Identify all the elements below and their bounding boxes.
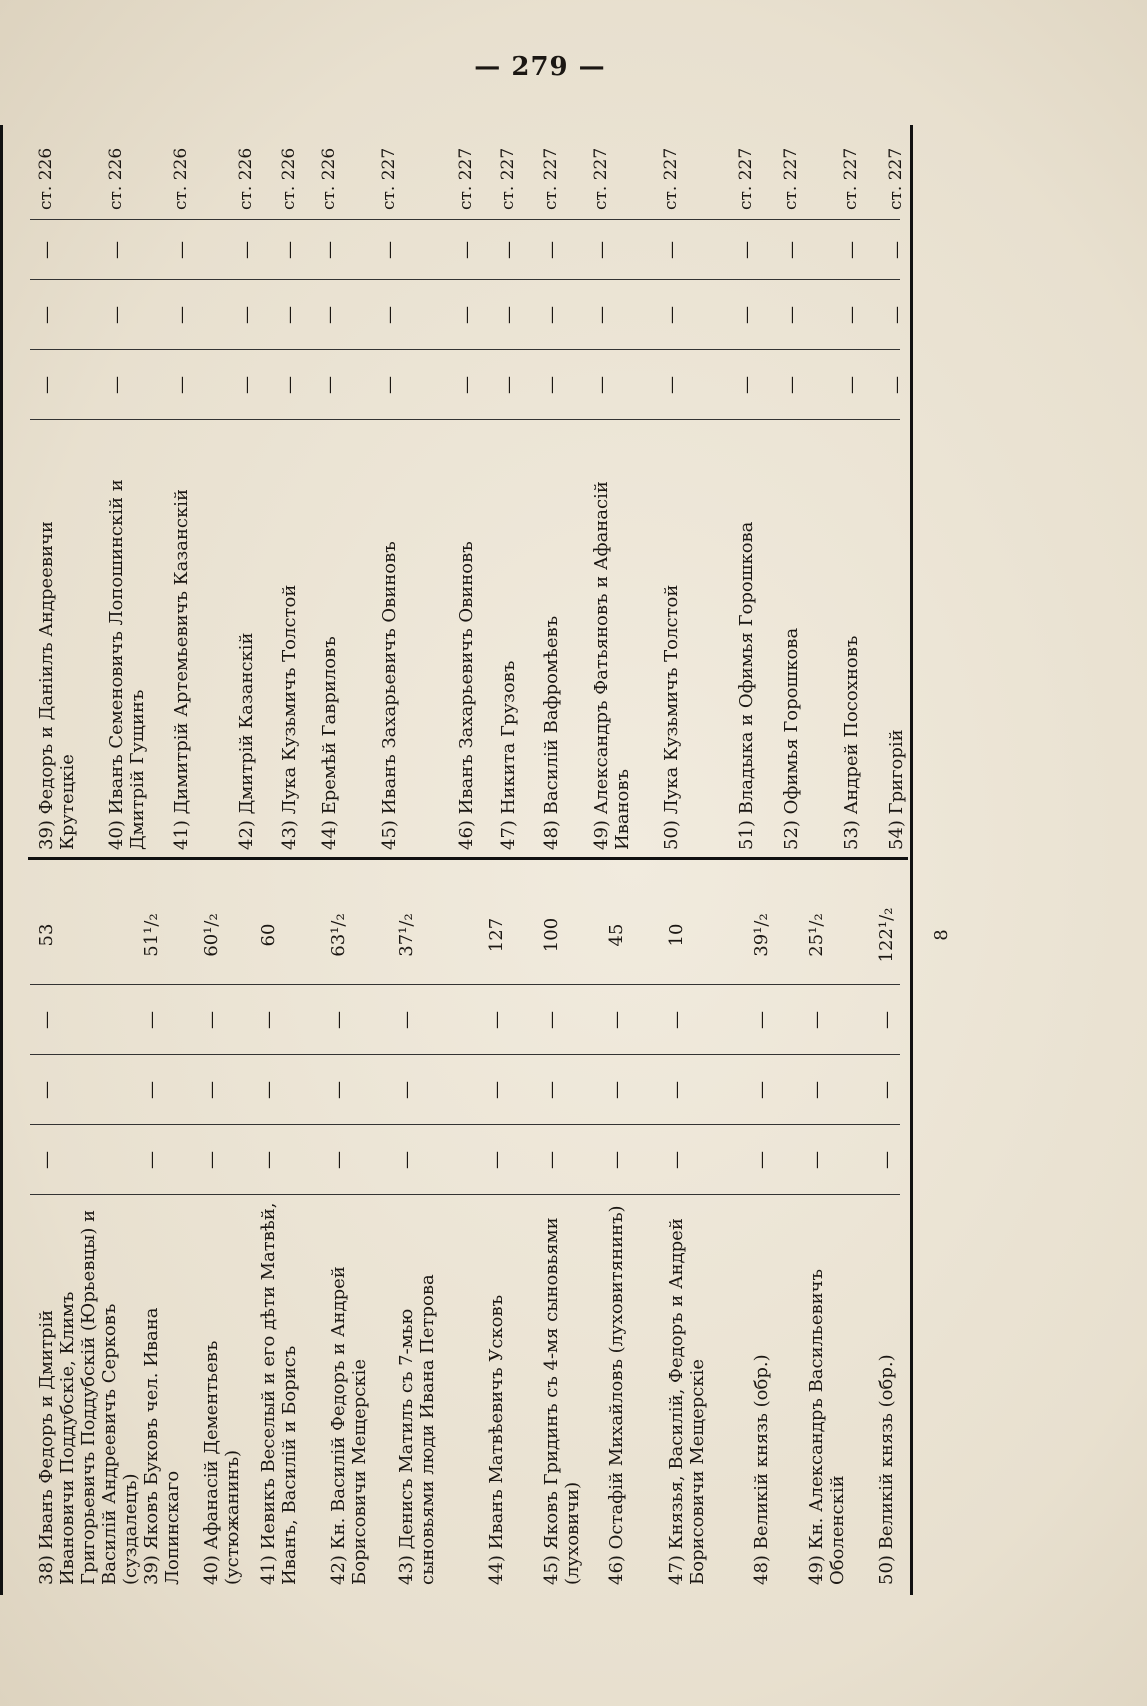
person-name: 48) Великій князь (обр.) xyxy=(751,1354,772,1585)
dash-cell: — xyxy=(396,1151,417,1169)
dash-cell: — xyxy=(591,376,612,394)
dash-cell: — xyxy=(106,376,127,394)
dash-cell: — xyxy=(328,1011,349,1029)
dash-cell: — xyxy=(486,1011,507,1029)
dash-cell: — xyxy=(886,306,907,324)
reference-cell: ст. 227 xyxy=(781,147,801,210)
person-name: 45) Иванъ Захарьевичъ Овиновъ xyxy=(379,541,400,850)
value-cell: 100 xyxy=(541,917,562,953)
column-rule xyxy=(30,279,900,280)
dash-cell: — xyxy=(498,306,519,324)
reference-cell: ст. 226 xyxy=(36,147,56,210)
dash-cell: — xyxy=(541,376,562,394)
person-name: 39) Яковъ Буковъ чел. Ивана Лопинскаго xyxy=(141,1307,183,1585)
dash-cell: — xyxy=(486,1081,507,1099)
value-cell: 10 xyxy=(666,923,687,947)
dash-cell: — xyxy=(319,241,340,259)
dash-cell: — xyxy=(171,306,192,324)
reference-cell: ст. 227 xyxy=(591,147,611,210)
dash-cell: — xyxy=(606,1151,627,1169)
person-name: 50) Великій князь (обр.) xyxy=(876,1354,897,1585)
dash-cell: — xyxy=(806,1011,827,1029)
dash-cell: — xyxy=(319,306,340,324)
dash-cell: — xyxy=(876,1081,897,1099)
dash-cell: — xyxy=(751,1081,772,1099)
dash-cell: — xyxy=(141,1081,162,1099)
person-name: 44) Иванъ Матвѣевичъ Усковъ xyxy=(486,1294,507,1585)
dash-cell: — xyxy=(751,1151,772,1169)
dash-cell: — xyxy=(541,1081,562,1099)
person-name: 54) Григорій xyxy=(886,729,907,850)
dash-cell: — xyxy=(666,1011,687,1029)
dash-cell: — xyxy=(666,1081,687,1099)
dash-cell: — xyxy=(106,306,127,324)
dash-cell: — xyxy=(661,241,682,259)
reference-cell: ст. 227 xyxy=(886,147,906,210)
value-cell: 51¹/₂ xyxy=(141,913,162,957)
reference-cell: ст. 226 xyxy=(279,147,299,210)
column-rule xyxy=(30,1054,900,1055)
dash-cell: — xyxy=(396,1081,417,1099)
dash-cell: — xyxy=(258,1081,279,1099)
dash-cell: — xyxy=(328,1081,349,1099)
dash-cell: — xyxy=(171,376,192,394)
value-cell: 60¹/₂ xyxy=(201,913,222,957)
dash-cell: — xyxy=(319,376,340,394)
dash-cell: — xyxy=(236,241,257,259)
person-name: 47) Князья, Василій, Федоръ и Андрей Борисовичи Мещерскіе xyxy=(666,1218,708,1585)
dash-cell: — xyxy=(201,1011,222,1029)
reference-cell: ст. 227 xyxy=(661,147,681,210)
reference-cell: ст. 227 xyxy=(736,147,756,210)
dash-cell: — xyxy=(201,1081,222,1099)
person-name: 44) Еремѣй Гавриловъ xyxy=(319,636,340,850)
dash-cell: — xyxy=(36,1151,57,1169)
dash-cell: — xyxy=(258,1011,279,1029)
person-name: 43) Денисъ Матилъ съ 7-мью сыновьями люди Ивана Петрова xyxy=(396,1274,438,1585)
person-name: 48) Василій Вафромѣевъ xyxy=(541,615,562,850)
value-cell: 39¹/₂ xyxy=(751,913,772,957)
dash-cell: — xyxy=(841,376,862,394)
person-name: 46) Иванъ Захарьевичъ Овиновъ xyxy=(456,541,477,850)
reference-cell: ст. 226 xyxy=(171,147,191,210)
dash-cell: — xyxy=(456,241,477,259)
person-name: 47) Никита Грузовъ xyxy=(498,660,519,850)
page-number: — 279 — xyxy=(474,52,606,82)
dash-cell: — xyxy=(36,376,57,394)
dash-cell: — xyxy=(666,1151,687,1169)
person-name: 43) Лука Кузьмичъ Толстой xyxy=(279,584,300,850)
reference-cell: ст. 226 xyxy=(319,147,339,210)
dash-cell: — xyxy=(736,376,757,394)
value-cell: 60 xyxy=(258,923,279,947)
column-rule xyxy=(30,984,900,985)
reference-cell: ст. 227 xyxy=(841,147,861,210)
dash-cell: — xyxy=(456,306,477,324)
dash-cell: — xyxy=(396,1011,417,1029)
dash-cell: — xyxy=(736,241,757,259)
column-rule xyxy=(30,349,900,350)
dash-cell: — xyxy=(806,1151,827,1169)
dash-cell: — xyxy=(781,376,802,394)
person-name: 50) Лука Кузьмичъ Толстой xyxy=(661,584,682,850)
person-name: 40) Афанасій Дементьевъ (устюжанинъ) xyxy=(201,1340,243,1585)
dash-cell: — xyxy=(661,306,682,324)
dash-cell: — xyxy=(606,1011,627,1029)
value-cell: 25¹/₂ xyxy=(806,913,827,957)
dash-cell: — xyxy=(258,1151,279,1169)
person-name: 49) Кн. Александръ Васильевичъ Оболенскій xyxy=(806,1269,848,1585)
dash-cell: — xyxy=(498,376,519,394)
dash-cell: — xyxy=(781,306,802,324)
dash-cell: — xyxy=(201,1151,222,1169)
dash-cell: — xyxy=(498,241,519,259)
value-cell: 8 xyxy=(931,929,952,941)
dash-cell: — xyxy=(876,1011,897,1029)
dash-cell: — xyxy=(606,1081,627,1099)
dash-cell: — xyxy=(171,241,192,259)
dash-cell: — xyxy=(36,241,57,259)
dash-cell: — xyxy=(328,1151,349,1169)
dash-cell: — xyxy=(279,241,300,259)
person-name: 45) Яковъ Гридинъ съ 4-мя сыновьями (луховичи) xyxy=(541,1217,583,1585)
dash-cell: — xyxy=(141,1011,162,1029)
dash-cell: — xyxy=(841,306,862,324)
dash-cell: — xyxy=(541,1011,562,1029)
value-cell: 37¹/₂ xyxy=(396,913,417,957)
rotated-table xyxy=(0,125,952,1595)
person-name: 42) Кн. Василій Федоръ и Андрей Борисовичи Мещерскіе xyxy=(328,1266,370,1585)
table-left-half xyxy=(0,860,952,1595)
value-cell: 127 xyxy=(486,917,507,953)
dash-cell: — xyxy=(541,306,562,324)
reference-cell: ст. 226 xyxy=(236,147,256,210)
column-rule xyxy=(30,419,900,420)
dash-cell: — xyxy=(876,1151,897,1169)
dash-cell: — xyxy=(379,241,400,259)
dash-cell: — xyxy=(781,241,802,259)
reference-cell: ст. 226 xyxy=(106,147,126,210)
value-cell: 53 xyxy=(36,923,57,947)
dash-cell: — xyxy=(886,376,907,394)
dash-cell: — xyxy=(841,241,862,259)
dash-cell: — xyxy=(736,306,757,324)
person-name: 41) Иевикъ Веселый и его дѣти Матвѣй, Иванъ, Василій и Борисъ xyxy=(258,1202,300,1585)
dash-cell: — xyxy=(236,306,257,324)
dash-cell: — xyxy=(886,241,907,259)
person-name: 46) Остафій Михайловъ (луховитянинъ) xyxy=(606,1205,627,1585)
dash-cell: — xyxy=(141,1151,162,1169)
dash-cell: — xyxy=(591,306,612,324)
column-rule xyxy=(30,219,900,220)
dash-cell: — xyxy=(36,306,57,324)
reference-cell: ст. 227 xyxy=(541,147,561,210)
dash-cell: — xyxy=(751,1011,772,1029)
column-rule xyxy=(30,1194,900,1195)
dash-cell: — xyxy=(486,1151,507,1169)
reference-cell: ст. 227 xyxy=(456,147,476,210)
person-name: 52) Офимья Горошкова xyxy=(781,627,802,850)
person-name: 49) Александръ Фатьяновъ и Афанасій Ивановъ xyxy=(591,481,633,850)
value-cell: 122¹/₂ xyxy=(876,907,897,963)
dash-cell: — xyxy=(379,306,400,324)
dash-cell: — xyxy=(36,1081,57,1099)
dash-cell: — xyxy=(456,376,477,394)
dash-cell: — xyxy=(661,376,682,394)
dash-cell: — xyxy=(279,306,300,324)
person-name: 53) Андрей Посохновъ xyxy=(841,635,862,850)
value-cell: 45 xyxy=(606,923,627,947)
dash-cell: — xyxy=(106,241,127,259)
person-name: 39) Федоръ и Даніилъ Андреевичи Крутецкіе xyxy=(36,521,78,850)
dash-cell: — xyxy=(279,376,300,394)
dash-cell: — xyxy=(36,1011,57,1029)
dash-cell: — xyxy=(806,1081,827,1099)
dash-cell: — xyxy=(591,241,612,259)
dash-cell: — xyxy=(541,241,562,259)
reference-cell: ст. 227 xyxy=(498,147,518,210)
person-name: 42) Дмитрій Казанскій xyxy=(236,632,257,850)
person-name: 38) Иванъ Федоръ и Дмитрій Ивановичи Поддубскіе, Климъ Григорьевичъ Поддубскій (Юрьевцы) и Василій Андреевичъ Серковъ (суздалецъ) xyxy=(36,1209,141,1585)
value-cell: 63¹/₂ xyxy=(328,913,349,957)
column-rule xyxy=(30,1124,900,1125)
dash-cell: — xyxy=(541,1151,562,1169)
person-name: 41) Димитрій Артемьевичъ Казанскій xyxy=(171,489,192,850)
person-name: 51) Владыка и Офимья Горошкова xyxy=(736,521,757,850)
table-right-half xyxy=(0,125,920,860)
person-name: 40) Иванъ Семеновичъ Лопошинскій и Дмитрій Гущинъ xyxy=(106,479,148,850)
dash-cell: — xyxy=(236,376,257,394)
reference-cell: ст. 227 xyxy=(379,147,399,210)
dash-cell: — xyxy=(379,376,400,394)
